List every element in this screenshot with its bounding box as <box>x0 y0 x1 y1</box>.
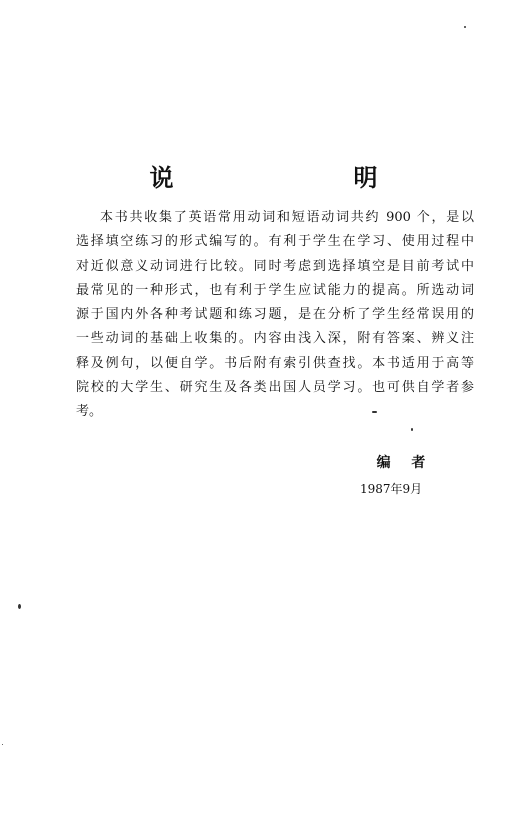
paragraph-line: 释及例句，以便自学。书后附有索引供查找。本书适用于高等 <box>76 355 474 371</box>
scan-speck <box>372 411 377 413</box>
scan-speck <box>18 604 21 609</box>
paragraph-line: 源于国内外各种考试题和练习题，是在分析了学生经常误用的 <box>76 307 474 323</box>
paragraph-line: 选择填空练习的形式编写的。有利于学生在学习、使用过程中 <box>76 234 474 250</box>
paragraph-line: 一些动词的基础上收集的。内容由浅入深，附有答案、辨义注 <box>76 331 474 347</box>
paragraph-line: 最常见的一种形式，也有利于学生应试能力的提高。所选动词 <box>76 282 474 298</box>
signature: 编 者 <box>376 455 434 471</box>
scan-speck <box>2 744 3 745</box>
scan-speck <box>464 26 466 28</box>
page-title: 说 明 <box>149 163 422 192</box>
paragraph-line: 本书共收集了英语常用动词和短语动词共约 900 个，是以 <box>100 210 474 225</box>
preface-paragraph <box>76 206 474 425</box>
scan-speck <box>411 428 413 431</box>
paragraph-line: 院校的大学生、研究生及各类出国人员学习。也可供自学者参 <box>76 380 474 396</box>
date: 1987年9月 <box>360 482 423 496</box>
paragraph-line: 考。 <box>76 404 103 420</box>
paragraph-line: 对近似意义动词进行比较。同时考虑到选择填空是目前考试中 <box>76 258 474 274</box>
